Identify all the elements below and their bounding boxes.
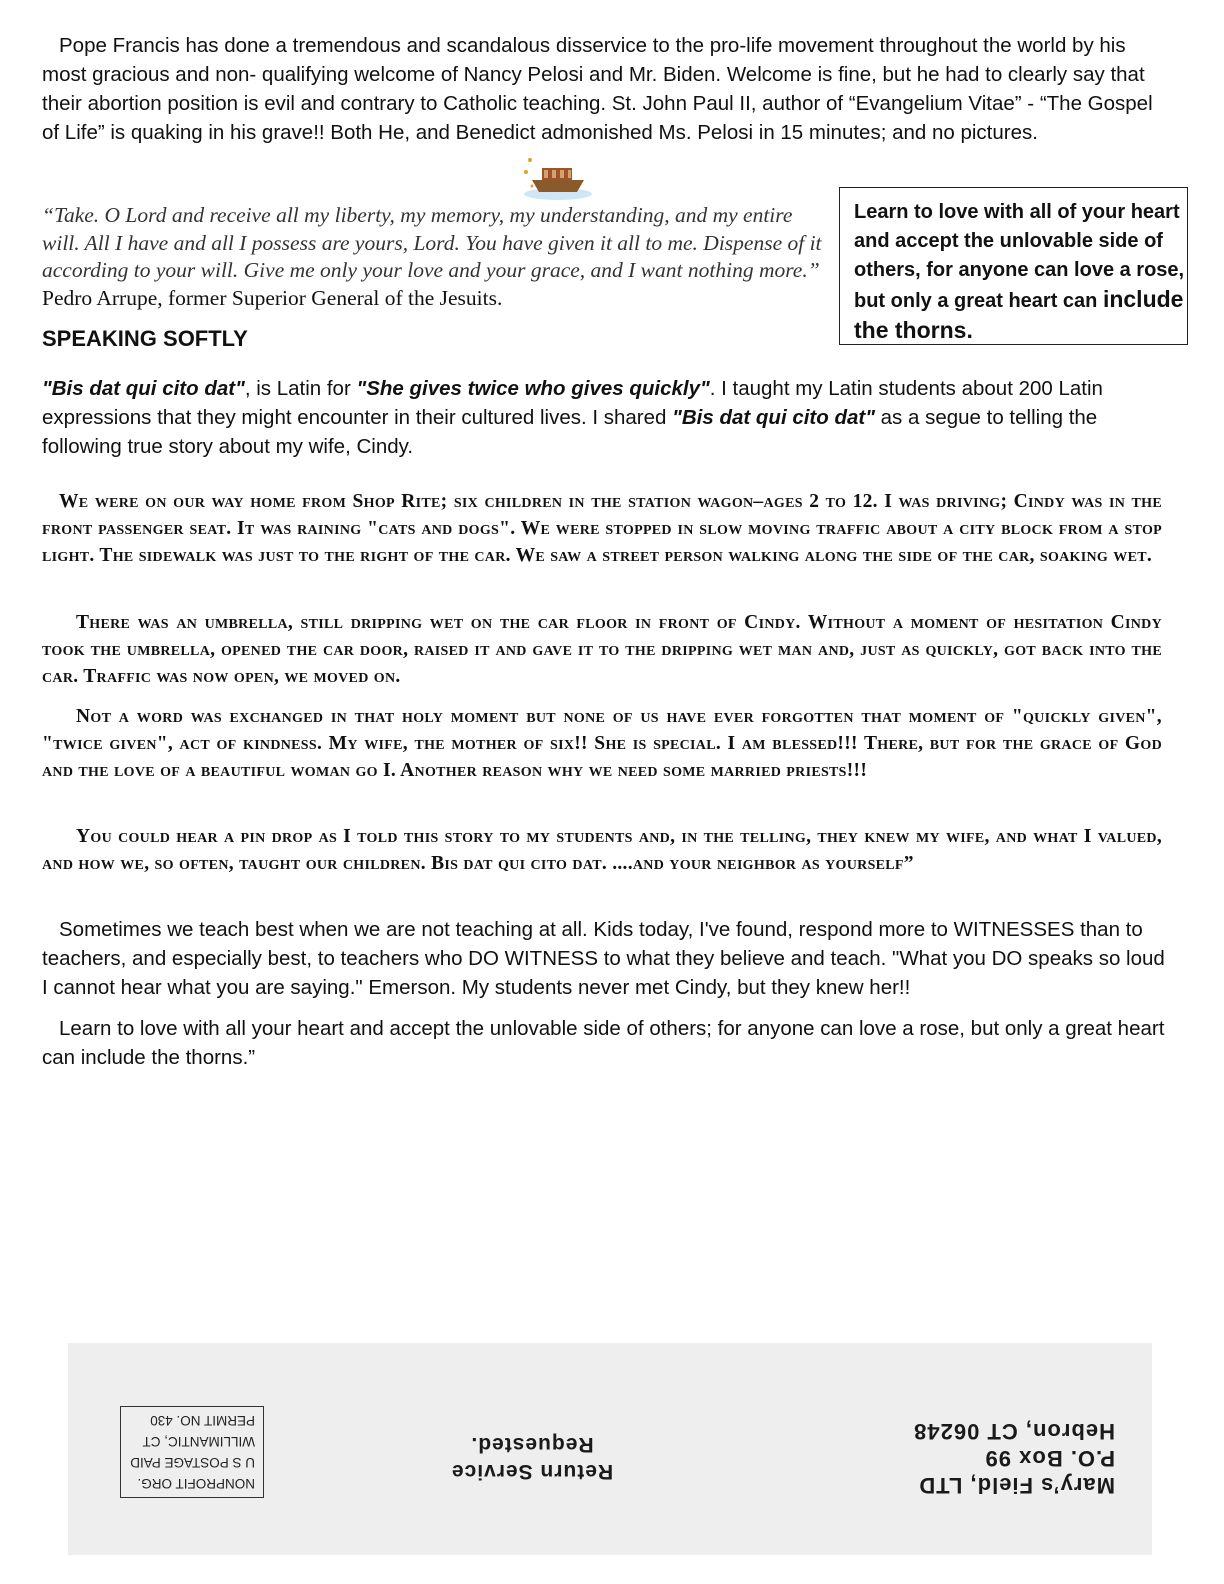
latin-translation: "She gives twice who gives quickly" <box>356 377 710 400</box>
latin-text-2: . I taught my Latin students about 200 Latin expressions that they might encounter in their cultured lives. I shared <box>42 377 1103 429</box>
return-address-line: P.O. Box 99 <box>984 1446 1115 1471</box>
latin-phrase: "Bis dat qui cito dat" <box>42 377 245 400</box>
closing-paragraph: Learn to love with all your heart and accept the unlovable side of others; for anyone can love a rose, but only a great heart can include the thorns.” <box>42 1017 1165 1069</box>
arrupe-prayer <box>42 202 832 312</box>
latin-intro-paragraph <box>42 374 1172 461</box>
latin-phrase-2: "Bis dat qui cito dat" <box>672 406 875 429</box>
story-paragraph: You could hear a pin drop as I told this story to my students and, in the telling, they knew my wife, and what I valued, and how we, so often, taught our children. Bis dat qui cito dat. ....and your neighbor as yourself” <box>42 826 1162 874</box>
sailing-ship-clipart <box>522 152 594 202</box>
return-address-line: Mary’s Field, LTD <box>918 1473 1115 1498</box>
story-paragraph: There was an umbrella, still dripping wet on the car floor in front of Cindy. Without a moment of hesitation Cindy took the umbrella, opened the car door, raised it and gave it to the dripping wet man and, just as quickly, got back into the car. Traffic was now open, we moved on. <box>42 612 1162 687</box>
return-service-notice <box>432 1431 632 1485</box>
latin-text-3: as a segue to telling the following true story about my wife, Cindy. <box>42 406 1098 458</box>
intro-paragraph: Pope Francis has done a tremendous and scandalous disservice to the pro-life movement throughout the world by his most gracious and non- qualifying welcome of Nancy Pelosi and Mr. Biden. Welcome is fine, but he had to clearly say that their abortion position is evil and contrary to Catholic teaching. St. John Paul II, author of “Evangelium Vitae” - “The Gospel of Life” is quaking in his grave!! Both He, and Benedict admonished Ms. Pelosi in 15 minutes; and no pictures. <box>42 34 1153 144</box>
thorns-quote-box <box>839 187 1188 345</box>
quote-box-emphasis: include the thorns. <box>854 286 1184 343</box>
permit-line: PERMIT NO. 430 <box>150 1413 255 1428</box>
section-heading: SPEAKING SOFTLY <box>42 326 248 351</box>
prayer-attribution: Pedro Arrupe, former Superior General of the Jesuits. <box>42 285 503 310</box>
return-service-line: Return Service <box>450 1460 614 1483</box>
permit-line: U S POSTAGE PAID <box>130 1455 255 1470</box>
permit-line: NONPROFIT ORG. <box>137 1476 255 1491</box>
return-service-line: Requested. <box>470 1433 594 1456</box>
story-paragraph: We were on our way home from Shop Rite; six children in the station wagon–ages 2 to 12. I was driving; Cindy was in the front passenger seat. It was raining "cats and dogs". We were stopped in slow moving traffic about a city block from a stop light. The sidewalk was just to the right of the car. We saw a street person walking along the side of the car, soaking wet. <box>42 491 1162 566</box>
return-address-line: Hebron, CT 06248 <box>913 1419 1115 1444</box>
quote-box-text: Learn to love with all of your heart and accept the unlovable side of others, for anyone can love a rose, but only a great heart can <box>854 201 1185 312</box>
mailing-panel <box>68 1343 1152 1555</box>
prayer-quote: “Take. O Lord and receive all my liberty, my memory, my understanding, and my entire will. All I have and all I possess are yours, Lord. You have given it all to me. Dispense of it according to your will. Give me only your love and your grace, and I want nothing more.” <box>42 203 822 282</box>
permit-line: WILLIMANTIC, CT <box>142 1434 255 1449</box>
postage-permit-box <box>120 1406 264 1498</box>
story-paragraph: Not a word was exchanged in that holy moment but none of us have ever forgotten that moment of "quickly given", "twice given", act of kindness. My wife, the mother of six!! She is special. I am blessed!!! There, but for the grace of God and the love of a beautiful woman go I. Another reason why we need some married priests!!! <box>42 706 1162 781</box>
witness-paragraph: Sometimes we teach best when we are not teaching at all. Kids today, I've found, respond more to WITNESSES than to teachers, and especially best, to teachers who DO WITNESS to what they believe and teach. "What you DO speaks so loud I cannot hear what you are saying." Emerson. My students never met Cindy, but they knew her!! <box>42 918 1165 999</box>
latin-text-1: , is Latin for <box>244 377 357 400</box>
return-address <box>913 1418 1115 1499</box>
